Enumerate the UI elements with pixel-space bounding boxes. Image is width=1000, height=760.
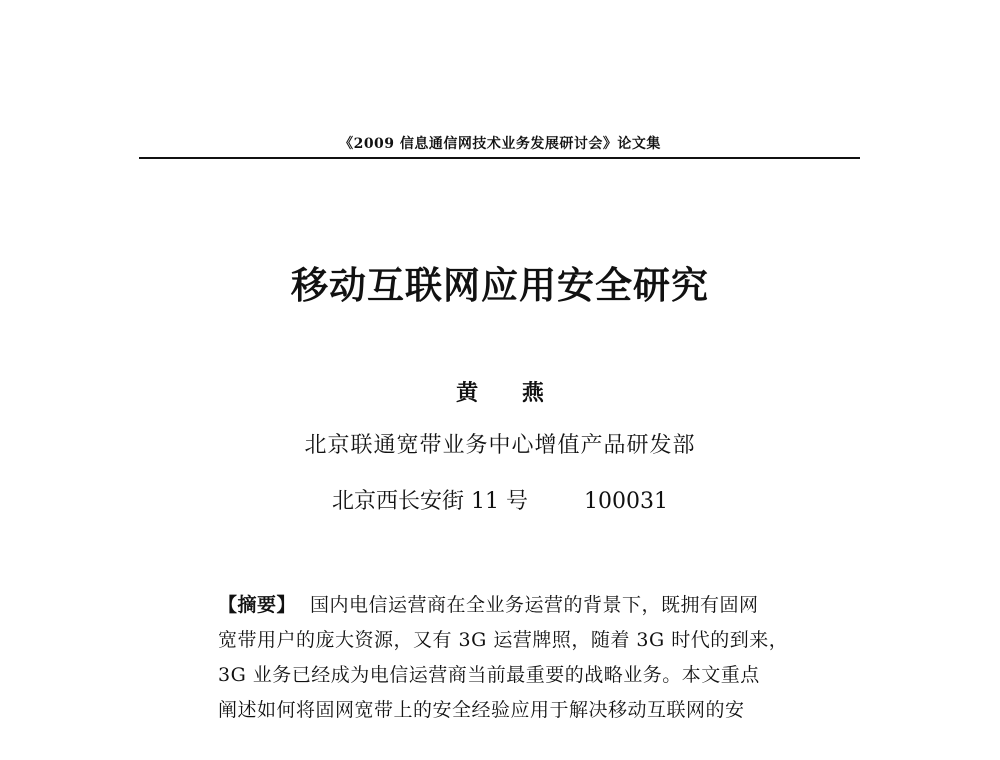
- author-name: 黄 燕: [456, 380, 562, 406]
- abstract: [218, 588, 789, 728]
- postcode: 100031: [584, 489, 668, 514]
- abstract-text: 国内电信运营商在全业务运营的背景下，既拥有固网: [310, 594, 759, 616]
- abstract-line: 阐述如何将固网宽带上的安全经验应用于解决移动互联网的安: [218, 699, 745, 721]
- author-address: 北京西长安街 11 号: [332, 489, 528, 514]
- header-rule: [139, 157, 860, 159]
- author-address-line: [0, 484, 1000, 515]
- abstract-line: 3G 业务已经成为电信运营商当前最重要的战略业务。本文重点: [218, 664, 760, 686]
- paper-title: 移动互联网应用安全研究: [291, 263, 709, 307]
- abstract-label: 【摘要】: [218, 594, 297, 616]
- running-header: 《2009 信息通信网技术业务发展研讨会》论文集: [339, 136, 661, 152]
- abstract-line: [218, 588, 784, 623]
- abstract-line: 宽带用户的庞大资源，又有 3G 运营牌照，随着 3G 时代的到来，: [218, 629, 789, 651]
- author-affiliation: 北京联通宽带业务中心增值产品研发部: [304, 433, 696, 458]
